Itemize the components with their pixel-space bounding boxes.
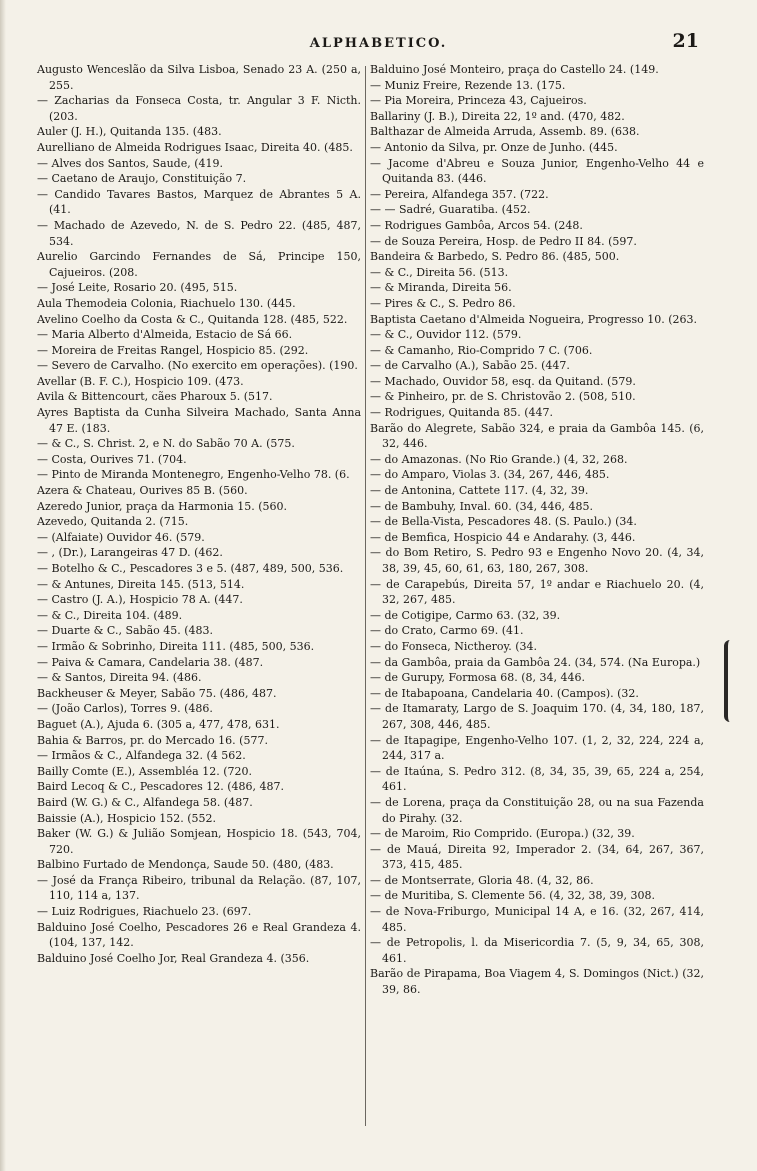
- directory-entry: — — Sadré, Guaratiba. (452.: [370, 203, 531, 217]
- column-divider: [365, 66, 366, 1126]
- directory-entry: — Maria Alberto d'Almeida, Estacio de Sá 66.: [37, 328, 293, 342]
- directory-entry: — & C., Direita 56. (513.: [370, 265, 509, 279]
- directory-entry: — Pires & C., S. Pedro 86.: [370, 296, 516, 310]
- directory-entry: — Costa, Ourives 71. (704.: [37, 452, 187, 466]
- directory-entry: — de Itabapoana, Candelaria 40. (Campos). (32.: [370, 686, 639, 700]
- directory-entry: — Pinto de Miranda Montenegro, Engenho-Velho 78. (6.: [37, 468, 350, 482]
- directory-entry: Baguet (A.), Ajuda 6. (305 a, 477, 478, 631.: [37, 717, 280, 731]
- directory-entry: — & Antunes, Direita 145. (513, 514.: [37, 577, 245, 591]
- directory-entry: Ayres Baptista da Cunha Silveira Machado, Santa Anna 47 E. (183.: [37, 406, 361, 435]
- directory-entry: Barão de Pirapama, Boa Viagem 4, S. Domingos (Nict.) (32, 39, 86.: [370, 967, 704, 997]
- directory-entry: — de Montserrate, Gloria 48. (4, 32, 86.: [370, 873, 594, 887]
- directory-entry: — Paiva & Camara, Candelaria 38. (487.: [37, 655, 264, 669]
- directory-entry: — de Souza Pereira, Hosp. de Pedro II 84. (597.: [370, 234, 637, 248]
- directory-entry: Avelino Coelho da Costa & C., Quitanda 128. (485, 522.: [37, 312, 348, 326]
- directory-entry: — do Amazonas. (No Rio Grande.) (4, 32, 268.: [370, 452, 628, 466]
- directory-entry: — de Bambuhy, Inval. 60. (34, 446, 485.: [370, 499, 594, 513]
- directory-entry: — Jacome d'Abreu e Souza Junior, Engenho-Velho 44 e Quitanda 83. (446.: [370, 156, 704, 186]
- directory-entry: Baird (W. G.) & C., Alfandega 58. (487.: [37, 795, 253, 809]
- directory-entry: — & C., Ouvidor 112. (579.: [370, 328, 522, 342]
- directory-entry: — de Mauá, Direita 92, Imperador 2. (34, 64, 267, 367, 373, 415, 485.: [370, 842, 704, 872]
- directory-entry: — da Gambôa, praia da Gambôa 24. (34, 574. (Na Europa.): [370, 655, 701, 669]
- directory-entry: — & Miranda, Direita 56.: [370, 281, 512, 295]
- directory-entry: — José da França Ribeiro, tribunal da Relação. (87, 107, 110, 114 a, 137.: [37, 873, 361, 903]
- directory-entry: — de Maroim, Rio Comprido. (Europa.) (32, 39.: [370, 827, 635, 841]
- directory-entry: — Antonio da Silva, pr. Onze de Junho. (445.: [370, 140, 618, 154]
- directory-entry: — de Nova-Friburgo, Municipal 14 A, e 16. (32, 267, 414, 485.: [370, 905, 704, 934]
- directory-entry: — de Muritiba, S. Clemente 56. (4, 32, 38, 39, 308.: [370, 889, 655, 903]
- directory-entry: — Severo de Carvalho. (No exercito em operações). (190.: [37, 359, 358, 373]
- directory-entry: — do Bom Retiro, S. Pedro 93 e Engenho Novo 20. (4, 34, 38, 39, 45, 60, 61, 63, 180, 267, 308.: [370, 546, 704, 575]
- directory-entry: Balbino Furtado de Mendonça, Saude 50. (480, (483.: [37, 858, 334, 872]
- directory-entry: Backheuser & Meyer, Sabão 75. (486, 487.: [37, 686, 277, 700]
- directory-entry: Aurelio Garcindo Fernandes de Sá, Principe 150, Cajueiros. (208.: [37, 250, 361, 279]
- directory-entry: Auler (J. H.), Quitanda 135. (483.: [37, 125, 222, 139]
- directory-entry: — de Carvalho (A.), Sabão 25. (447.: [370, 359, 570, 373]
- directory-entry: — de Bella-Vista, Pescadores 48. (S. Paulo.) (34.: [370, 515, 637, 529]
- directory-entry: — de Bemfica, Hospicio 44 e Andarahy. (3, 446.: [370, 530, 636, 544]
- directory-entry: — Moreira de Freitas Rangel, Hospicio 85. (292.: [37, 343, 309, 357]
- directory-entry: — & Camanho, Rio-Comprido 7 C. (706.: [370, 343, 593, 357]
- directory-entry: — Duarte & C., Sabão 45. (483.: [37, 624, 214, 638]
- directory-entry: — & Santos, Direita 94. (486.: [37, 671, 202, 685]
- directory-entry: Barão do Alegrete, Sabão 324, e praia da Gambôa 145. (6, 32, 446.: [370, 421, 704, 451]
- directory-entry: — de Petropolis, l. da Misericordia 7. (5, 9, 34, 65, 308, 461.: [370, 936, 704, 965]
- directory-entry: — Botelho & C., Pescadores 3 e 5. (487, 489, 500, 536.: [37, 562, 344, 575]
- page-spine-shadow: [0, 0, 6, 1171]
- directory-entry: Avila & Bittencourt, cães Pharoux 5. (517.: [37, 390, 273, 404]
- directory-entry: — Rodrigues, Quitanda 85. (447.: [370, 406, 554, 420]
- directory-entry: — de Gurupy, Formosa 68. (8, 34, 446.: [370, 671, 585, 685]
- directory-entry: — Castro (J. A.), Hospicio 78 A. (447.: [37, 593, 243, 607]
- directory-entry: — Candido Tavares Bastos, Marquez de Abrantes 5 A. (41.: [37, 187, 361, 217]
- directory-entry: — Caetano de Araujo, Constituição 7.: [37, 172, 247, 186]
- directory-entry: — de Carapebús, Direita 57, 1º andar e Riachuelo 20. (4, 32, 267, 485.: [370, 577, 704, 607]
- directory-entry: — Muniz Freire, Rezende 13. (175.: [370, 78, 566, 92]
- directory-entry: Balduino José Monteiro, praça do Castello 24. (149.: [370, 63, 659, 76]
- directory-entry: — de Cotigipe, Carmo 63. (32, 39.: [370, 608, 561, 622]
- margin-bracket-mark: [724, 640, 738, 722]
- directory-entry: — de Antonina, Cattete 117. (4, 32, 39.: [370, 484, 589, 498]
- directory-entry: — & C., S. Christ. 2, e N. do Sabão 70 A. (575.: [37, 437, 295, 451]
- directory-entry: — José Leite, Rosario 20. (495, 515.: [37, 281, 238, 295]
- page-number: 21: [672, 30, 699, 52]
- directory-entry: — Pia Moreira, Princeza 43, Cajueiros.: [370, 94, 587, 108]
- directory-entry: — Machado, Ouvidor 58, esq. da Quitand. (579.: [370, 374, 636, 388]
- directory-entry: — Luiz Rodrigues, Riachuelo 23. (697.: [37, 905, 252, 919]
- directory-entry: — Alves dos Santos, Saude, (419.: [37, 156, 223, 170]
- directory-entry: — de Lorena, praça da Constituição 28, ou na sua Fazenda do Pirahy. (32.: [370, 795, 704, 825]
- directory-entry: Azeredo Junior, praça da Harmonia 15. (560.: [37, 499, 288, 513]
- directory-entry: — Rodrigues Gambôa, Arcos 54. (248.: [370, 218, 583, 232]
- directory-entry: Bandeira & Barbedo, S. Pedro 86. (485, 500.: [370, 250, 620, 264]
- directory-entry: — & C., Direita 104. (489.: [37, 608, 183, 622]
- running-title: ALPHABETICO.: [309, 36, 448, 51]
- directory-entry: Baker (W. G.) & Julião Somjean, Hospicio 18. (543, 704, 720.: [37, 827, 361, 856]
- directory-entry: Aula Themodeia Colonia, Riachuelo 130. (445.: [37, 296, 296, 310]
- directory-entry: Bailly Comte (E.), Assembléa 12. (720.: [37, 764, 252, 778]
- page-header: [0, 30, 757, 58]
- directory-entry: Bahia & Barros, pr. do Mercado 16. (577.: [37, 733, 268, 747]
- left-column: [37, 62, 361, 966]
- directory-entry: Baissie (A.), Hospicio 152. (552.: [37, 811, 216, 825]
- directory-entry: Balthazar de Almeida Arruda, Assemb. 89. (638.: [370, 125, 640, 139]
- directory-entry: — de Itaúna, S. Pedro 312. (8, 34, 35, 39, 65, 224 a, 254, 461.: [370, 764, 704, 794]
- directory-entry: — Pereira, Alfandega 357. (722.: [370, 187, 549, 201]
- directory-entry: Aurelliano de Almeida Rodrigues Isaac, Direita 40. (485.: [37, 140, 353, 154]
- directory-entry: — (João Carlos), Torres 9. (486.: [37, 702, 213, 716]
- right-column: [370, 62, 704, 998]
- directory-entry: Balduino José Coelho, Pescadores 26 e Real Grandeza 4. (104, 137, 142.: [37, 920, 361, 950]
- directory-entry: — do Fonseca, Nictheroy. (34.: [370, 639, 537, 653]
- directory-entry: — do Crato, Carmo 69. (41.: [370, 624, 524, 638]
- directory-entry: Baird Lecoq & C., Pescadores 12. (486, 487.: [37, 780, 285, 794]
- directory-entry: — & Pinheiro, pr. de S. Christovão 2. (508, 510.: [370, 390, 636, 404]
- directory-entry: Azevedo, Quitanda 2. (715.: [37, 515, 189, 529]
- directory-entry: Ballariny (J. B.), Direita 22, 1º and. (470, 482.: [370, 109, 625, 123]
- directory-entry: Azera & Chateau, Ourives 85 B. (560.: [37, 484, 248, 498]
- directory-entry: — Machado de Azevedo, N. de S. Pedro 22. (485, 487, 534.: [37, 218, 361, 248]
- directory-entry: — Irmão & Sobrinho, Direita 111. (485, 500, 536.: [37, 639, 315, 653]
- directory-entry: — do Amparo, Violas 3. (34, 267, 446, 485.: [370, 468, 610, 482]
- directory-entry: — Irmãos & C., Alfandega 32. (4 562.: [37, 749, 246, 763]
- directory-entry: Augusto Wenceslão da Silva Lisboa, Senado 23 A. (250 a, 255.: [37, 63, 361, 92]
- directory-entry: — Zacharias da Fonseca Costa, tr. Angular 3 F. Nicth. (203.: [37, 94, 361, 123]
- directory-entry: — (Alfaiate) Ouvidor 46. (579.: [37, 530, 205, 544]
- directory-entry: — de Itapagipe, Engenho-Velho 107. (1, 2, 32, 224, 224 a, 244, 317 a.: [370, 733, 704, 763]
- directory-entry: Avellar (B. F. C.), Hospicio 109. (473.: [37, 374, 244, 388]
- directory-entry: Baptista Caetano d'Almeida Nogueira, Progresso 10. (263.: [370, 312, 697, 326]
- directory-entry: — de Itamaraty, Largo de S. Joaquim 170. (4, 34, 180, 187, 267, 308, 446, 485.: [370, 702, 704, 731]
- directory-entry: — , (Dr.), Larangeiras 47 D. (462.: [37, 546, 223, 560]
- directory-entry: Balduino José Coelho Jor, Real Grandeza 4. (356.: [37, 951, 310, 965]
